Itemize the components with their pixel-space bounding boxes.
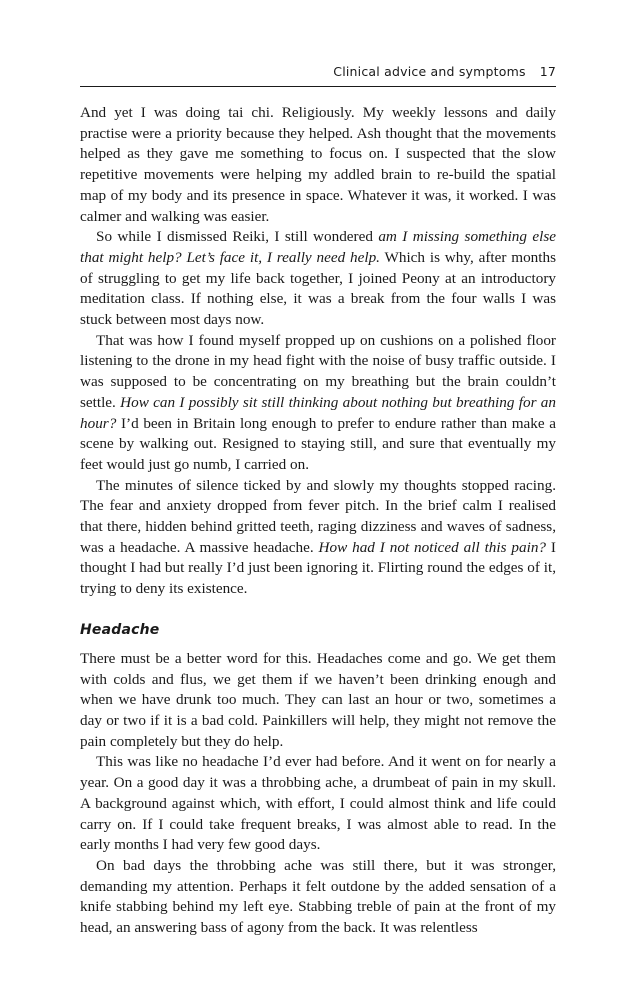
paragraph bbox=[80, 752, 556, 856]
paragraph bbox=[80, 227, 556, 331]
text-segment: And yet I was doing tai chi. Religiously. My weekly lessons and daily practise were a priority because they helped. Ash thought that the movements helped as they gave me something to focus on. I suspected that the slow repetitive movements were helping my addled brain to re-build the spatial map of my body and its presence in space. Whatever it was, it worked. I was calmer and walking was easier. bbox=[80, 104, 556, 225]
book-page bbox=[80, 0, 556, 1000]
text-segment: So while I dismissed Reiki, I still wondered bbox=[96, 228, 379, 246]
paragraph bbox=[80, 856, 556, 939]
text-segment: That was how I found myself propped up on cushions on a polished floor listening to the drone in my head fight with the noise of busy traffic outside. I was supposed to be concentrating on my breathing but the brain couldn’t settle. bbox=[80, 331, 556, 411]
paragraph bbox=[80, 649, 556, 753]
paragraph bbox=[80, 476, 556, 600]
italic-thought: How can I possibly sit still thinking about nothing but breathing for an hour? bbox=[80, 393, 556, 432]
text-segment: I thought I had but really I’d just been ignoring it. Flirting round the edges of it, trying to deny its existence. bbox=[80, 538, 556, 598]
italic-thought: am I missing something else that might help? Let’s face it, I really need help. bbox=[80, 228, 556, 266]
body-text bbox=[80, 103, 556, 939]
section-heading: Headache bbox=[80, 621, 160, 638]
running-head-title: Clinical advice and symptoms bbox=[333, 64, 526, 79]
text-segment: Which is why, after months of struggling to get my life back together, I joined Peony at an introductory meditation class. If nothing else, it was a break from the four walls I was stuck between most days now. bbox=[80, 248, 556, 329]
text-segment: The minutes of silence ticked by and slowly my thoughts stopped racing. The fear and anxiety dropped from fever pitch. In the brief calm I realised that there, hidden behind gritted teeth, raging dizziness and waves of sadness, was a headache. A massive headache. bbox=[80, 476, 556, 556]
running-head bbox=[80, 64, 556, 87]
page-number: 17 bbox=[539, 64, 556, 79]
paragraph bbox=[80, 103, 556, 227]
text-segment: This was like no headache I’d ever had before. And it went on for nearly a year. On a good day it was a throbbing ache, a drumbeat of pain in my skull. A background against which, with effort, I could almost think and life could carry on. If I could take frequent breaks, I was almost able to read. In the early months I had very few good days. bbox=[80, 753, 556, 854]
italic-thought: How had I not noticed all this pain? bbox=[318, 538, 547, 556]
text-segment: I’d been in Britain long enough to prefer to endure rather than make a scene by walking out. Resigned to staying still, and sure that eventually my feet would just go numb, I carried on. bbox=[80, 414, 556, 473]
text-segment: There must be a better word for this. Headaches come and go. We get them with colds and flus, we get them if we haven’t been drinking enough and when we have drunk too much. They can last an hour or two, sometimes a day or two if it is a bad cold. Painkillers will help, they might not remove the pain completely but they do help. bbox=[80, 649, 556, 750]
text-segment: On bad days the throbbing ache was still there, but it was stronger, demanding my attention. Perhaps it felt outdone by the added sensation of a knife stabbing behind my left eye. Stabbing treble of pain at the front of my head, an answering bass of agony from the back. It was relentless bbox=[80, 856, 556, 937]
paragraph bbox=[80, 331, 556, 476]
